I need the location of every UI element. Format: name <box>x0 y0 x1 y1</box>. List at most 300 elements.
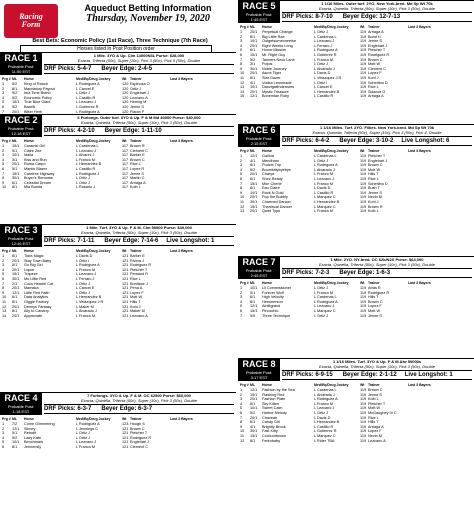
morning-line: 7/2 <box>12 422 18 426</box>
program-number: 14 <box>240 89 245 94</box>
column-header: Wt <box>360 281 365 285</box>
post-time: 2:45 EST <box>250 273 268 278</box>
beyer-edge: Beyer Edge: 2-4-5 <box>101 66 153 72</box>
column-header: Last 3 Bayers <box>408 281 431 285</box>
program-number: 12 <box>240 80 245 85</box>
race-label <box>0 225 42 247</box>
drf-picks-bar <box>44 236 234 246</box>
morning-line: 5/2 <box>250 411 256 415</box>
column-header-row <box>240 281 472 285</box>
horse-name: Danzigwithdemons <box>262 85 295 90</box>
program-number: 2 <box>240 34 243 39</box>
column-header: Last 3 Bayers <box>408 383 431 387</box>
program-number: 1 <box>2 422 5 426</box>
horse-name: Mon Cherie <box>262 181 282 186</box>
race-date: Thursday, November 19, 2020 <box>86 13 210 24</box>
horse-name: Liquor <box>24 267 35 272</box>
column-header: Med/Eq/Drug Jockey <box>314 383 349 387</box>
horse-name: Buyer's Remorse <box>24 176 53 181</box>
trainer: Nevin M <box>368 434 382 438</box>
jockey: L Gutierrez R <box>76 105 99 109</box>
horse-name: Pop the Bubbly <box>262 195 288 200</box>
morning-line: 15/1 <box>250 53 258 57</box>
drf-picks: DRF Picks: 6-9-15 <box>282 372 333 378</box>
morning-line: 15/1 <box>250 309 258 313</box>
horse-name: Chaveah <box>262 415 278 420</box>
weight: 117 <box>122 180 129 185</box>
weight: 119 <box>360 195 367 200</box>
program-number: 10 <box>240 71 245 76</box>
program-number: 8 <box>240 186 243 191</box>
program-number: 7 <box>240 415 243 420</box>
jockey: L Jennings C <box>76 426 99 431</box>
race-condition-text: 1 1/16 Miles. Turf. 3YO & Up. F & M Alw 50000s <box>332 359 422 364</box>
program-number: 2 <box>240 392 243 397</box>
jockey: L Ortiz I <box>76 258 90 263</box>
race-number: RACE 6 <box>242 125 276 135</box>
program-number: 3 <box>2 91 5 96</box>
program-number: 11 <box>240 200 244 204</box>
horse-name: Pocket Trip <box>262 163 281 168</box>
trainer: Pletcher T <box>368 48 386 53</box>
column-header: Trainer <box>130 77 142 81</box>
program-number: 1 <box>2 254 5 258</box>
program-number: 2 <box>240 290 243 295</box>
horse-row <box>2 314 234 318</box>
morning-line: 20/1 <box>12 304 20 309</box>
weight: 117 <box>122 176 129 181</box>
jockey: L Ortiz J <box>76 91 90 96</box>
jockey: L Franco M <box>76 267 96 272</box>
jockey: L Hernandez B <box>314 420 340 425</box>
jockey: L Cardenas L <box>314 388 337 392</box>
jockey: L Hernandez B <box>76 295 102 300</box>
jockey: L Castillo R <box>314 190 334 195</box>
weight: 119 <box>360 200 367 204</box>
race-conditions <box>44 115 234 125</box>
horse-row <box>240 314 472 318</box>
trainer: Rodriguez R <box>130 263 152 268</box>
jockey: L Franco M <box>314 290 334 295</box>
jockey: L Ortiz J <box>76 176 90 181</box>
program-number: 3 <box>2 263 5 268</box>
jockey: L Castillo R <box>76 167 96 171</box>
morning-line: 20/1 <box>12 286 20 291</box>
trainer: Pena A <box>130 286 143 291</box>
weight: 119 <box>360 94 367 99</box>
program-number: 1 <box>240 30 243 34</box>
program-number: 7 <box>240 181 243 186</box>
probable-post-label: Probable Post: <box>7 236 35 241</box>
weight: 121 <box>122 272 129 277</box>
jockey: L Lezcano J <box>76 440 97 445</box>
jockey: L Cancel E <box>76 86 95 91</box>
weight: 119 <box>360 392 367 397</box>
program-number: 4 <box>2 95 5 100</box>
program-number: 2 <box>240 158 243 163</box>
morning-line: 6/1 <box>250 48 256 53</box>
jockey: L Hernandez B <box>314 89 340 94</box>
race-label <box>238 257 280 279</box>
trainer: Brown C <box>368 163 383 168</box>
program-number: 9 <box>2 180 5 185</box>
program-number: 8 <box>2 286 5 291</box>
trainer: Lezcano A <box>130 313 148 318</box>
morning-line: 8/1 <box>12 300 18 304</box>
drf-picks: DRF Picks: 8-7-10 <box>282 14 333 20</box>
morning-line: 5/2 <box>12 95 18 100</box>
program-number: 12 <box>240 204 245 209</box>
column-header-row <box>2 77 234 81</box>
drf-picks-bar <box>44 404 234 414</box>
race-label <box>0 393 42 415</box>
race-exotics: Exacta, Quinella, Trifecta (50c), Super (10c), Pick 3 (50c), Double <box>81 230 197 235</box>
weight: 120 <box>122 91 129 96</box>
race-block <box>0 114 236 225</box>
program-number: 3 <box>240 397 243 402</box>
trainer: Clement C <box>130 445 148 449</box>
horse-name: Coolconfusion <box>262 434 287 438</box>
race-number: RACE 1 <box>4 53 38 63</box>
program-number: 2 <box>2 148 5 153</box>
program-number: 9 <box>2 290 5 295</box>
post-time: 3:17 EST <box>250 375 268 380</box>
program-number: 2 <box>2 426 5 431</box>
weight: 117 <box>122 144 129 148</box>
trainer: Espinoza O <box>130 82 150 86</box>
race-block <box>0 224 236 393</box>
weight: 121 <box>122 304 129 309</box>
jockey: L Ortiz J <box>76 180 90 185</box>
weight: 121 <box>122 254 129 258</box>
column-header: Horse <box>24 417 34 421</box>
beyer-edge: Beyer Edge: 1-6-3 <box>339 270 391 276</box>
program-number: 11 <box>2 300 6 304</box>
post-time: 12:18 EST <box>11 131 31 136</box>
column-header: Prg # <box>2 77 11 81</box>
column-header: Med/Eq/Drug Jockey <box>76 77 111 81</box>
horse-name: Caramel Girl <box>24 144 46 148</box>
column-header: Prg # <box>2 417 11 421</box>
horse-name: Sweet Calm <box>262 406 283 411</box>
race-number: RACE 7 <box>242 257 276 267</box>
weight: 119 <box>360 411 367 415</box>
morning-line: 12/1 <box>250 94 258 99</box>
weight: 119 <box>360 154 367 158</box>
morning-line: 12/1 <box>12 290 20 295</box>
weight: 121 <box>122 281 129 286</box>
trainer: Sciacca G <box>368 89 386 94</box>
morning-line: 8/1 <box>12 185 18 190</box>
weight: 119 <box>360 286 367 290</box>
morning-line: 5/1 <box>250 290 256 295</box>
jockey: L Rodriguez A <box>76 109 100 114</box>
race-number: RACE 4 <box>4 393 38 403</box>
jockey: L Lezcano J <box>314 304 335 309</box>
horse-name: Shez Ready <box>262 177 283 181</box>
program-number: 1 <box>240 286 243 290</box>
morning-line: 6/1 <box>250 420 256 425</box>
column-header: Last 3 Bayers <box>170 417 193 421</box>
weight: 117 <box>122 167 129 171</box>
jockey: L Ortiz J <box>314 158 328 163</box>
weight: 117 <box>122 148 129 153</box>
horse-name: Pinocchio <box>262 309 279 313</box>
morning-line: 20/1 <box>250 195 258 200</box>
morning-line: 20/1 <box>12 267 20 272</box>
trainer: Arriaga A <box>368 30 384 34</box>
weight: 121 <box>122 258 129 263</box>
trainer: Mott W <box>368 62 381 67</box>
horse-name: Rock N Gold <box>262 190 284 195</box>
weight: 119 <box>360 186 367 191</box>
post-time: 12:46 EST <box>11 241 31 246</box>
column-header: Wt <box>122 249 127 253</box>
trainer: Rice L <box>130 277 141 281</box>
column-header: Horse <box>24 139 34 143</box>
jockey: L Cardenas L <box>76 144 99 148</box>
horse-name: Candy Girl <box>262 420 280 425</box>
weight: 120 <box>122 105 129 109</box>
horse-name: Economic Policy <box>24 95 52 100</box>
morning-line: 10/1 <box>250 286 258 290</box>
jockey: L Hernandez B <box>314 200 340 204</box>
weight: 121 <box>122 431 129 436</box>
program-number: 2 <box>2 86 5 91</box>
trainer: Boniface J <box>130 281 148 286</box>
morning-line: 9/5 <box>250 313 256 318</box>
morning-line: 15/1 <box>12 100 20 105</box>
post-time: 11:50 EST <box>11 69 31 74</box>
trainer: Kolb L <box>368 397 379 402</box>
trainer: Mott W <box>368 406 381 411</box>
program-number: 3 <box>2 431 5 436</box>
morning-line: 20/1 <box>250 209 258 214</box>
horse-name: Three Technique <box>262 313 291 318</box>
jockey: L Franco M <box>314 209 334 214</box>
trainer: McGaughey III C <box>368 411 397 415</box>
jockey: L Lezcano J <box>76 148 97 153</box>
weight: 119 <box>360 434 367 438</box>
beyer-edge: Beyer Edge: 12-7-13 <box>342 14 401 20</box>
weight: 119 <box>360 313 367 318</box>
drf-picks-bar <box>282 268 472 278</box>
column-header: Last 3 Bayers <box>170 77 193 81</box>
jockey: L Marquez C <box>314 204 336 209</box>
logo-line-2: Form <box>21 20 41 29</box>
jockey: L Cardenas L <box>314 295 337 300</box>
logo-line-1: Racing <box>19 12 43 21</box>
jockey: L Rodriguez J <box>76 171 100 176</box>
horse-name: Honor Mission <box>262 48 287 53</box>
program-number: 5 <box>240 172 243 177</box>
jockey: L Rider TBA <box>314 438 335 443</box>
jockey: L Rodriguez A <box>76 263 100 268</box>
horse-row <box>240 439 472 443</box>
trainer: Martin C <box>130 176 145 181</box>
drf-picks-bar <box>282 136 472 146</box>
morning-line: 20/1 <box>12 258 20 263</box>
jockey: L Franco M <box>314 57 334 62</box>
program-number: 9 <box>240 190 243 195</box>
morning-line: 6/1 <box>12 295 18 300</box>
horse-name: Boomkittybyebye <box>262 167 291 172</box>
horse-name: Tiara Magic <box>24 254 44 258</box>
horse-name: Outgetsomeoneelse <box>262 39 296 44</box>
race-conditions <box>44 393 234 403</box>
weight: 120 <box>122 82 129 86</box>
morning-line: 10/1 <box>250 85 258 90</box>
morning-line: 2/1 <box>12 281 18 286</box>
column-header-row <box>240 149 472 153</box>
program-number: 7 <box>240 313 243 318</box>
race-conditions <box>282 125 472 135</box>
probable-post-label: Probable Post: <box>245 370 273 375</box>
column-header: Horse <box>262 383 272 387</box>
trainer: Hills T <box>368 420 379 425</box>
trainer: Brown C <box>130 426 145 431</box>
morning-line: 20/1 <box>250 172 258 177</box>
horse-name: Sky Kitten <box>262 401 280 406</box>
column-header: Med/Eq/Drug Jockey <box>76 139 111 143</box>
trainer: Lopez F <box>368 71 382 76</box>
jockey: L Ortiz J <box>76 281 90 286</box>
horse-name: Bitter Herb <box>24 109 43 114</box>
trainer: Schettino D <box>368 181 388 186</box>
jockey: L Ortiz J <box>314 30 328 34</box>
program-number: 4 <box>240 43 243 48</box>
trainer: Maker M <box>130 309 145 314</box>
weight: 119 <box>360 388 367 392</box>
race-block <box>0 392 236 512</box>
weight: 121 <box>122 440 129 445</box>
racing-form-logo <box>4 4 58 38</box>
weight: 117 <box>122 157 129 162</box>
horse-name: Kiss and Run <box>24 157 47 162</box>
horse-name: Data Analytics <box>24 295 49 300</box>
race-block <box>238 124 474 255</box>
trainer: Brown C <box>130 157 145 162</box>
jockey: L Ortiz J <box>76 431 90 436</box>
program-number: 5 <box>240 304 243 309</box>
probable-post-label: Probable Post: <box>7 126 35 131</box>
trainer: Kohl J <box>368 200 379 204</box>
column-header: ML <box>12 77 18 81</box>
trainer: Rice L <box>368 177 379 181</box>
program-number: 3 <box>240 295 243 300</box>
trainer: Persaud R <box>130 272 148 277</box>
morning-line: 20/1 <box>250 43 258 48</box>
trainer: Pletcher T <box>368 401 386 406</box>
program-number: 3 <box>240 39 243 44</box>
trainer: Brown C <box>368 388 383 392</box>
morning-line: 30/1 <box>250 66 258 71</box>
morning-line: 5/1 <box>12 167 18 171</box>
program-number: 13 <box>2 309 7 314</box>
trainer: Mott W <box>130 295 143 300</box>
program-number: 6 <box>240 53 243 57</box>
morning-line: 12/1 <box>250 154 258 158</box>
morning-line: 20/1 <box>250 89 258 94</box>
jockey: L Castillo R <box>314 424 334 429</box>
weight: 119 <box>360 304 367 309</box>
horse-name: Fedrobaby <box>262 438 281 443</box>
morning-line: 30/1 <box>12 176 20 181</box>
trainer: Barker E <box>130 153 145 158</box>
program-number: 4 <box>240 401 243 406</box>
morning-line: 8/1 <box>12 309 18 314</box>
weight: 117 <box>122 185 129 190</box>
horse-name: Ms Little Red <box>24 277 47 281</box>
morning-line: 9/2 <box>12 91 18 96</box>
weight: 119 <box>360 76 367 80</box>
horse-name: Mendham <box>262 158 279 163</box>
weight: 119 <box>360 80 367 85</box>
jockey: L Franco M <box>314 401 334 406</box>
horse-name: Mamaka <box>24 286 39 291</box>
weight: 119 <box>360 429 367 434</box>
jockey: L Lezcano J <box>76 272 97 277</box>
trainer: Lezcano A <box>130 95 148 100</box>
horse-name: Charya <box>262 172 275 177</box>
beyer-edge: Beyer Edge: 7-14-6 <box>104 238 159 244</box>
weight: 119 <box>360 158 367 163</box>
column-header: ML <box>250 149 256 153</box>
column-header: Last 3 Bayers <box>170 249 193 253</box>
page-title: Aqueduct Betting Information <box>84 3 212 13</box>
horse-name: Come Glimmering <box>24 422 55 426</box>
program-number: 7 <box>2 171 5 176</box>
weight: 119 <box>360 43 367 48</box>
weight: 121 <box>122 277 129 281</box>
horse-row <box>240 209 472 213</box>
beyer-edge: Beyer Edge: 1-11-10 <box>104 128 162 134</box>
jockey: L Lezcano J <box>314 39 335 44</box>
weight: 119 <box>360 39 367 44</box>
column-header: Prg # <box>2 139 11 143</box>
horse-name: Mandatory Payout <box>24 86 55 91</box>
horse-name: Carefree Highway <box>24 171 55 176</box>
morning-line: 8/1 <box>250 299 256 304</box>
program-number: 8 <box>2 176 5 181</box>
morning-line: 3/1 <box>250 62 256 67</box>
horse-name: Fashion by the Sea <box>262 388 295 392</box>
column-header: Prg # <box>2 249 11 253</box>
weight: 119 <box>360 190 367 195</box>
jockey: L Ortiz J <box>76 435 90 440</box>
weight: 121 <box>122 426 129 431</box>
drf-picks: DRF Picks: 5-4-7 <box>44 66 92 72</box>
weight: 119 <box>360 30 367 34</box>
race-exotics: Exacta, Quinella, Trifecta (50c), Super (10c), Pick 3 (50c), Double <box>319 364 435 369</box>
jockey: L Alvarado J <box>314 392 335 397</box>
program-number: 10 <box>240 429 245 434</box>
race-conditions <box>44 225 234 235</box>
morning-line: 5/2 <box>250 57 256 62</box>
morning-line: 20/1 <box>250 71 258 76</box>
horse-name: Go Big Girl <box>24 263 43 268</box>
trainer: Arriaga A <box>368 94 384 99</box>
trainer: Barker E <box>130 254 145 258</box>
program-number: 4 <box>240 299 243 304</box>
trainer: Hills T <box>368 295 379 300</box>
program-number: 3 <box>2 153 5 158</box>
weight: 119 <box>360 53 367 57</box>
jockey: L Alvarez J <box>76 153 95 158</box>
race-exotics: Exacta, Quinella, Trifecta (50c), Super (10c), Pick 3 (50c), Double <box>319 262 435 267</box>
race-exotics: Exacta, Quinella, Trifecta (50c), Super (10c), Pick 3 (50c), Double <box>81 120 197 125</box>
jockey: L Davis D <box>76 254 93 258</box>
